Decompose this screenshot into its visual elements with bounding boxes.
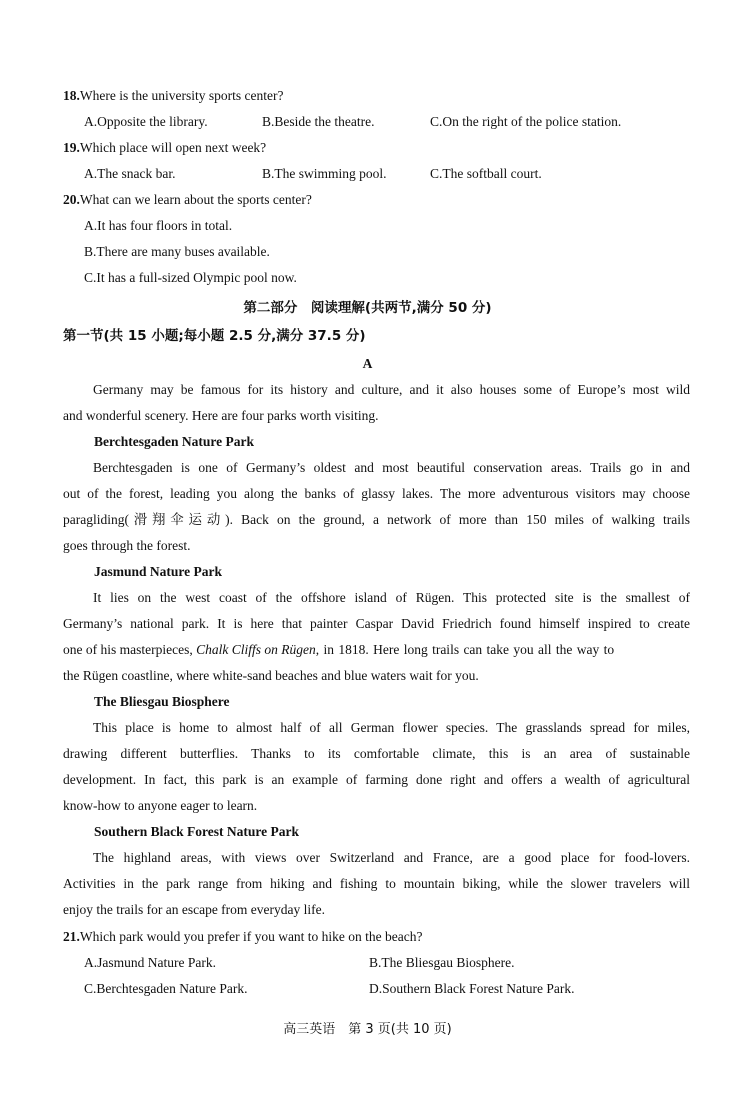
question-number: 18. xyxy=(63,88,80,103)
question-19 xyxy=(63,140,266,156)
option-b: B.Beside the theatre. xyxy=(262,114,375,129)
option-b: B.The Bliesgau Biosphere. xyxy=(369,955,515,970)
question-stem: Which place will open next week? xyxy=(79,140,267,155)
question-number: 21. xyxy=(63,929,80,944)
paragraph-line: It lies on the west coast of the offshore island of Rügen. This protected site is the smallest of xyxy=(93,590,690,605)
question-number: 20. xyxy=(63,192,80,207)
park-heading: The Bliesgau Biosphere xyxy=(94,694,230,709)
paragraph-line xyxy=(63,642,690,658)
text-span: one of his masterpieces, xyxy=(63,642,197,657)
paragraph-line: the Rügen coastline, where white-sand beaches and blue waters wait for you. xyxy=(63,668,479,683)
park-heading: Southern Black Forest Nature Park xyxy=(94,824,299,839)
option-a: A.Opposite the library. xyxy=(84,114,208,129)
intro-line-1: Germany may be famous for its history and culture, and it also houses some of Europe’s most wild xyxy=(93,382,690,397)
paragraph-line: Berchtesgaden is one of Germany’s oldest and most beautiful conservation areas. Trails go in and xyxy=(93,460,690,475)
paragraph-line: paragliding(滑翔伞运动). Back on the ground, a network of more than 150 miles of walking trails xyxy=(63,512,690,527)
paragraph-line: know-how to anyone eager to learn. xyxy=(63,798,258,813)
question-stem: Where is the university sports center? xyxy=(79,88,284,103)
artwork-title: Chalk Cliffs on Rügen xyxy=(196,642,316,657)
option-a: A.It has four floors in total. xyxy=(84,218,233,233)
question-18 xyxy=(63,88,283,104)
text-span: , in 1818. Here long trails can take you all the way to xyxy=(315,642,615,657)
option-a: A.Jasmund Nature Park. xyxy=(84,955,216,970)
question-stem: Which park would you prefer if you want to hike on the beach? xyxy=(79,929,423,944)
paragraph-line: This place is home to almost half of all German flower species. The grasslands spread for miles, xyxy=(93,720,690,735)
part-heading: 第二部分 阅读理解(共两节,满分 50 分) xyxy=(243,300,492,316)
paragraph-line: development. In fact, this park is an example of farming done right and offers a wealth of agricultural xyxy=(63,772,690,787)
section-heading: 第一节(共 15 小题;每小题 2.5 分,满分 37.5 分) xyxy=(63,328,366,344)
page-footer: 高三英语 第 3 页(共 10 页) xyxy=(283,1022,452,1037)
option-c: C.It has a full-sized Olympic pool now. xyxy=(84,270,297,285)
paragraph-line: out of the forest, leading you along the banks of glassy lakes. The more adventurous visitors may choose xyxy=(63,486,690,501)
park-heading: Jasmund Nature Park xyxy=(94,564,223,579)
question-stem: What can we learn about the sports center? xyxy=(79,192,312,207)
question-20 xyxy=(63,192,312,208)
passage-label: A xyxy=(362,356,373,371)
paragraph-line: The highland areas, with views over Switzerland and France, are a good place for food-lovers. xyxy=(93,850,690,865)
paragraph-line: enjoy the trails for an escape from everyday life. xyxy=(63,902,326,917)
option-c: C.Berchtesgaden Nature Park. xyxy=(84,981,248,996)
paragraph-line: goes through the forest. xyxy=(63,538,191,553)
paragraph-line: drawing different butterflies. Thanks to its comfortable climate, this is an area of sustainable xyxy=(63,746,690,761)
paragraph-line: Activities in the park range from hiking and fishing to mountain biking, while the slower travelers will xyxy=(63,876,690,891)
paragraph-line: Germany’s national park. It is here that painter Caspar David Friedrich found himself inspired to create xyxy=(63,616,690,631)
option-b: B.The swimming pool. xyxy=(262,166,387,181)
option-b: B.There are many buses available. xyxy=(84,244,270,259)
intro-line-2: and wonderful scenery. Here are four parks worth visiting. xyxy=(63,408,379,423)
option-d: D.Southern Black Forest Nature Park. xyxy=(369,981,575,996)
option-c: C.The softball court. xyxy=(430,166,542,181)
park-heading: Berchtesgaden Nature Park xyxy=(94,434,254,449)
option-c: C.On the right of the police station. xyxy=(430,114,622,129)
option-a: A.The snack bar. xyxy=(84,166,176,181)
question-21 xyxy=(63,929,423,945)
question-number: 19. xyxy=(63,140,80,155)
